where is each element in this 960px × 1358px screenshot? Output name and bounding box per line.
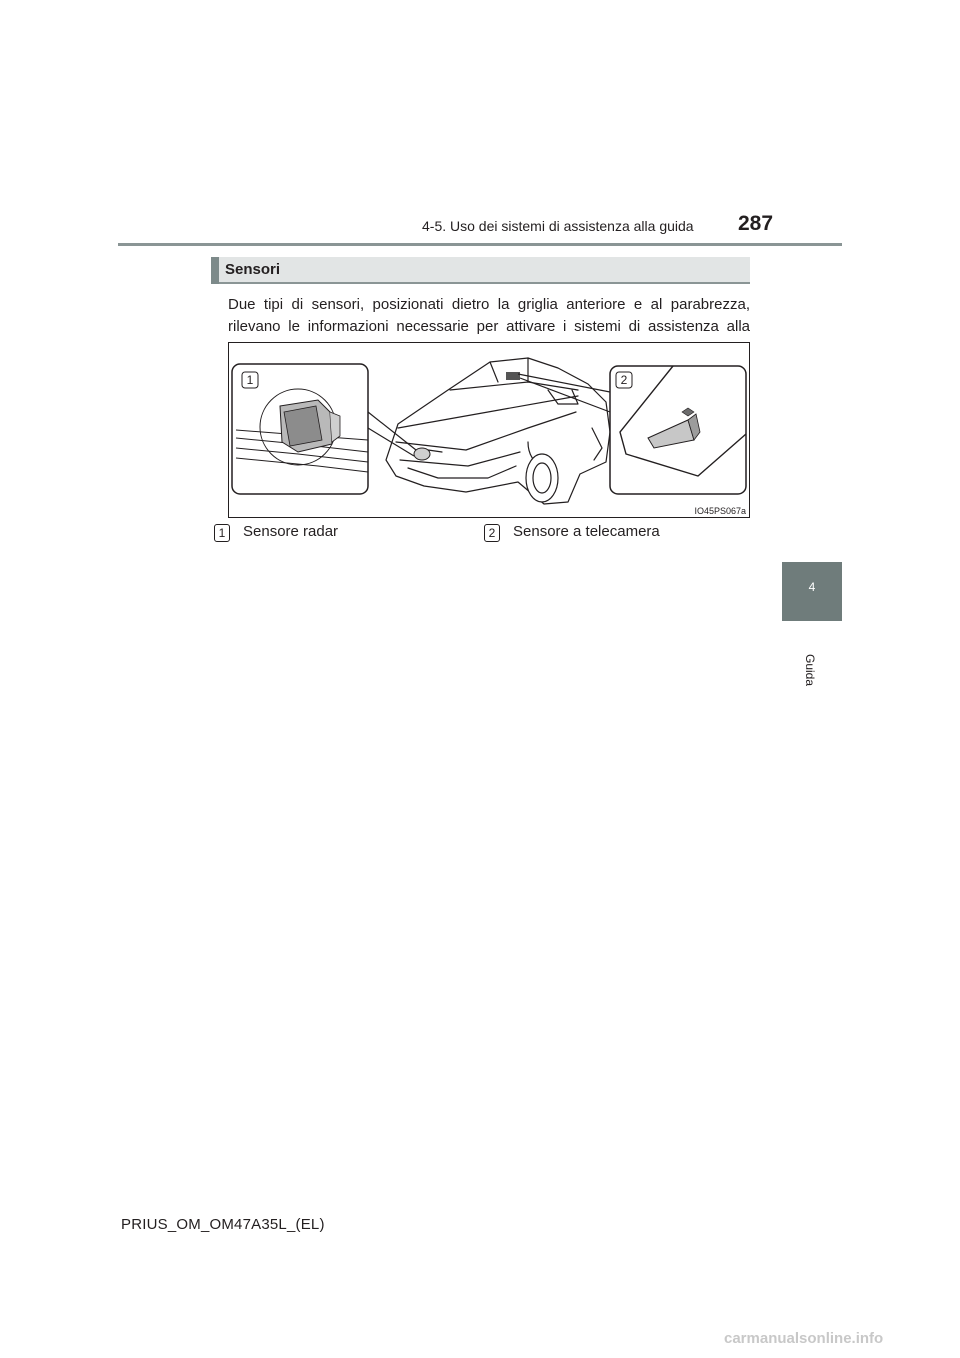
camera-sensor-mark	[506, 372, 520, 380]
callout-1: 1	[246, 373, 254, 387]
section-title: 4-5. Uso dei sistemi di assistenza alla guida	[422, 218, 694, 234]
sensor-illustration-svg	[228, 342, 750, 518]
page-number: 287	[738, 212, 774, 235]
radar-sensor-mark	[414, 448, 430, 460]
sensor-illustration	[228, 342, 750, 518]
callout-2: 2	[620, 373, 628, 387]
section-body: Due tipi di sensori, posizionati dietro la griglia anteriore e al parabrezza, rilevano le informazioni necessarie per attivare i sistemi di assistenza alla	[228, 296, 750, 335]
legend-label: Sensore a telecamera	[513, 523, 660, 540]
chapter-number: 4	[808, 580, 816, 594]
legend-number: 2	[484, 524, 500, 542]
legend-label: Sensore radar	[243, 523, 339, 540]
heading-accent	[211, 257, 219, 284]
chapter-label	[780, 650, 840, 690]
legend-number: 1	[214, 524, 230, 542]
chapter-tab[interactable]	[782, 562, 842, 621]
inset-camera-sensor	[610, 366, 746, 494]
section-heading	[211, 257, 750, 284]
header-divider	[118, 243, 842, 246]
footer-doc-code: PRIUS_OM_OM47A35L_(EL)	[121, 1216, 325, 1233]
watermark[interactable]: carmanualsonline.info	[724, 1330, 884, 1347]
section-heading-text: Sensori	[225, 261, 281, 278]
figure-id: IO45PS067a	[694, 506, 746, 516]
chapter-label-text: Guida	[803, 653, 817, 687]
inset-radar-sensor	[232, 364, 368, 494]
